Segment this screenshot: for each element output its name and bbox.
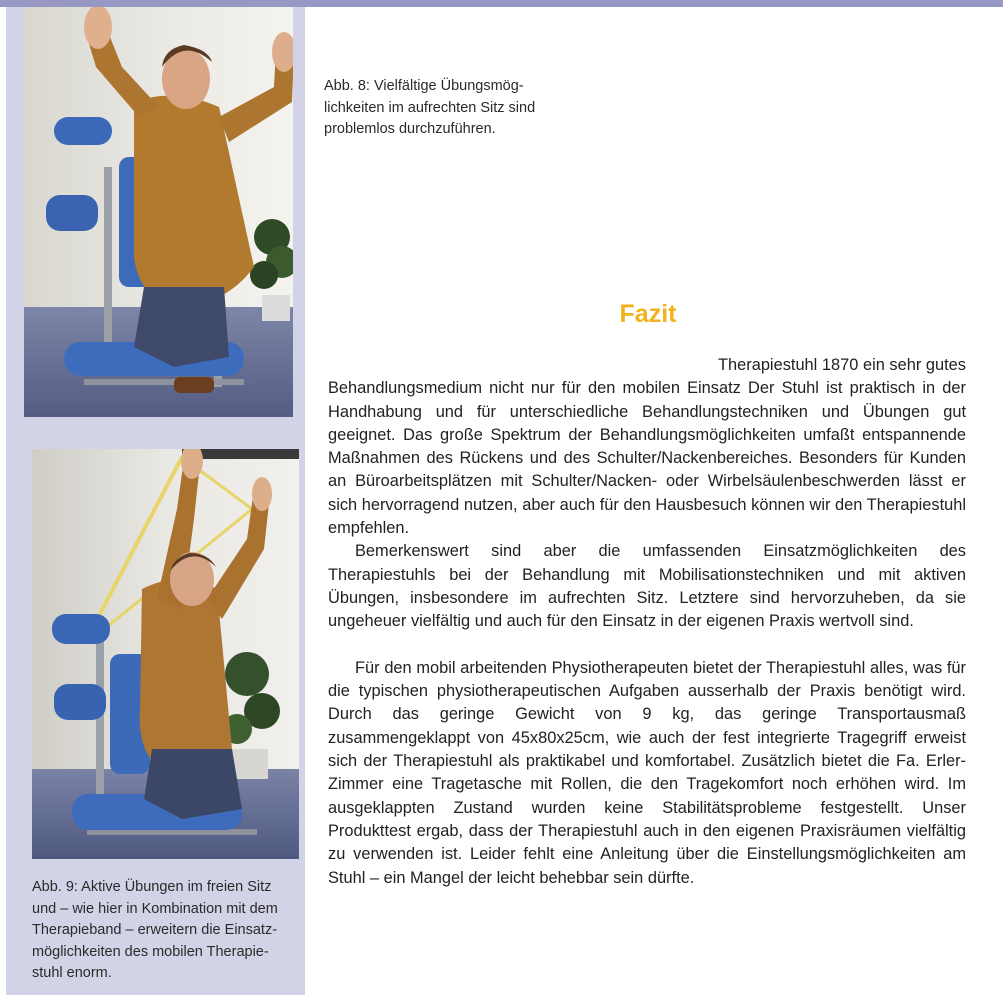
article-body xyxy=(328,354,966,890)
caption-line: problemlos durchzuführen. xyxy=(324,121,496,137)
paragraph-3: Für den mobil arbeitenden Physiotherapeuten bietet der Therapiestuhl alles, was für die typischen physiotherapeutischen Aufgaben ausserhalb der Praxis benötigt wird. Durch das geringe Gewicht von 9 kg, das geringe Transportausmaß zusammengeklappt von 45x80x25cm, wie auch der fest integrierte Tragegriff erweist sich der Therapiestuhl als praktikabel und komfortabel. Zusätzlich bietet die Fa. Erler-Zimmer eine Tragetasche mit Rollen, die den Tragekomfort noch erhöhen wird. Im ausgeklappten Zustand wurden keine Stabilitätsprobleme festgestellt. Unser Produkttest ergab, dass der Therapiestuhl auch in den eigenen Praxisräumen vielfältig zu verwenden ist. Leider fehlt eine Anleitung über die Einstellungsmöglichkeiten am Stuhl – ein Mangel der leicht behebbar sein dürfte. xyxy=(328,658,966,887)
paragraph-1 xyxy=(328,354,966,540)
caption-line: Abb. 8: Vielfältige Übungsmög- xyxy=(324,78,524,94)
caption-line: möglichkeiten des mobilen Therapie- xyxy=(32,943,269,960)
caption-line: Abb. 9: Aktive Übungen im freien Sitz xyxy=(32,879,272,895)
paragraph-1-text: Therapiestuhl 1870 ein sehr gutes Behandlungsmedium nicht nur für den mobilen Einsatz Der Stuhl ist praktisch in der Handhabung und für unterschiedliche Behandlungstechniken und Übungen gut geeignet. Das große Spektrum der Behandlungsmöglichkeiten umfaßt entspannende Maßnahmen des Rückens und des Schulter/Nackenbereiches. Besonders für Kunden an Büroarbeitsplätzen mit Schulter/Nacken- oder Wirbelsäulenbeschwerden lässt er sich hervorragend nutzen, aber auch für den Hausbesuch können wir den Therapiestuhl empfehlen. xyxy=(328,356,966,538)
caption-line: und – wie hier in Kombination mit dem xyxy=(32,900,278,917)
exercise-photo-therapy-band xyxy=(32,449,299,859)
figure-caption-abb9 xyxy=(32,877,304,985)
figure-caption-abb8 xyxy=(324,76,574,141)
caption-line: stuhl enorm. xyxy=(32,965,112,981)
top-border-bar xyxy=(0,0,1003,7)
caption-line: Therapieband – erweitern die Einsatz- xyxy=(32,922,278,938)
paragraph-2: Bemerkenswert sind aber die umfassenden Einsatzmöglichkeiten des Therapiestuhls bei der Behandlung mit Mobilisationstechniken und mit aktiven Übungen, insbesondere im aufrechten Sitz. Letztere sind hervorzuheben, da sie ungeheuer vielfältig und auch für den Einsatz in der eigenen Praxis wertvoll sind. xyxy=(328,542,966,631)
caption-line: lichkeiten im aufrechten Sitz sind xyxy=(324,99,536,116)
section-heading-fazit: Fazit xyxy=(619,300,677,328)
exercise-photo-upright-sitting xyxy=(24,7,293,417)
